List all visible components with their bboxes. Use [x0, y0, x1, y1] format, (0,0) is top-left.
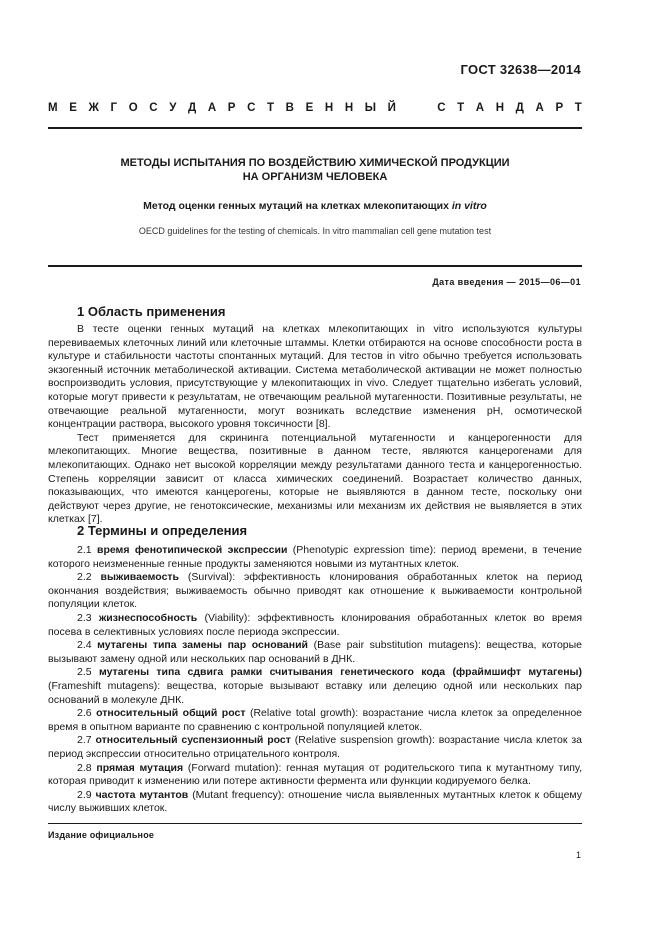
banner-letter: Т — [457, 102, 465, 114]
banner-letter: Д — [515, 102, 524, 114]
paragraph: В тесте оценки генных мутаций на клетках млекопитающих in vitro используются культуры перевиваемых клеточных линий или клеточные штаммы. Клетки отбираются на основе способности роста в культуре и стабильности частоты спонтанных мутаций. Для тестов in vitro обычно требуется использовать экзогенный источник метаболической активации. Система метаболической активации не может полностью воспроизводить условия, присутствующие у млекопитающих in vivo. Следует тщательно избегать условий, которые могут привести к результатам, не отвечающим реальной мутагенности. Позитивные результаты, не отвечающие реальной мутагенности, могут возникать вследствие изменения pH, осмотической концентрации раствора, высокого уровня токсичности [8]. — [48, 323, 582, 431]
divider — [48, 265, 582, 267]
term-number: 2.1 — [77, 544, 97, 556]
banner-letter: Н — [324, 102, 334, 114]
english-title: OECD guidelines for the testing of chemicals. In vitro mammalian cell gene mutation test — [138, 226, 492, 236]
footer-divider — [48, 823, 582, 824]
banner-letter: Н — [495, 102, 505, 114]
banner-letter: Т — [267, 102, 275, 114]
term-definition — [48, 707, 582, 734]
introduction-date: Дата введения — 2015—06—01 — [432, 277, 581, 287]
term-definition — [48, 612, 582, 639]
paragraph: Тест применяется для скрининга потенциальной мутагенности и канцерогенности для млекопитающих. Многие вещества, позитивные в данном тесте, являются канцерогенами для млекопитающих. Однако нет высокой корреляции между результатами данного теста и канцерогенностью. Степень корреляции зависит от класса химических соединений. Возрастает количество данных, показывающих, что имеются канцерогены, которые не выявляются в данном тесте, поскольку они действуют через другие, не генотоксические, механизмы или механизм их действия не выявляется в этих клетках [7]. — [48, 431, 582, 526]
term-number: 2.3 — [77, 611, 99, 624]
banner-letter: Т — [574, 102, 582, 114]
document-code: ГОСТ 32638—2014 — [460, 62, 581, 77]
term-definition — [48, 789, 582, 816]
subtitle-main: Метод оценки генных мутаций на клетках млекопитающих — [143, 200, 452, 212]
banner-letter: В — [285, 102, 294, 114]
banner-letter: А — [207, 102, 217, 114]
banner-letter: С — [437, 102, 446, 114]
term-number: 2.2 — [77, 571, 101, 584]
term-name: относительный суспензионный рост — [95, 734, 291, 747]
banner-letter: С — [247, 102, 256, 114]
term-text: (Forward mutation): генная мутация от родительского типа к мутантному типу, которая приводит к изменению или потере активности фермента или функции кодируемого белка. — [48, 761, 583, 788]
term-name: мутагены типа замены пар оснований — [97, 639, 309, 652]
term-number: 2.6 — [77, 707, 97, 720]
banner-letter: У — [169, 102, 177, 114]
banner-letter: С — [149, 102, 158, 114]
term-number: 2.4 — [77, 639, 98, 652]
divider — [48, 127, 582, 129]
banner-letter: О — [128, 102, 138, 114]
banner-letter: Н — [344, 102, 354, 114]
banner-letter: Ж — [88, 102, 99, 114]
term-number: 2.9 — [77, 788, 96, 801]
subtitle-italic: in vitro — [451, 200, 487, 212]
term-name: относительный общий рост — [96, 707, 246, 720]
banner-letter: Е — [305, 102, 314, 114]
term-name: частота мутантов — [95, 788, 189, 801]
section-2-body — [48, 544, 582, 816]
section-1-heading: 1 Область применения — [77, 304, 226, 319]
term-text: (Survival): эффективность клонирования обработанных клеток на период окончания воздействия; выживаемость обычно приводят как отношение к выживаемости контрольной популяции клеток. — [48, 571, 582, 611]
term-text: (Base pair substitution mutagens): вещества, которые вызывают замену одной или нескольких пар оснований в ДНК. — [48, 639, 583, 665]
banner-letter: А — [475, 102, 485, 114]
term-definition — [48, 571, 582, 612]
term-number: 2.5 — [77, 666, 99, 679]
term-name: выживаемость — [100, 571, 180, 584]
banner-letter — [422, 102, 425, 114]
term-name: мутагены типа сдвига рамки считывания генетического кода (фраймшифт мутагены) — [98, 666, 583, 679]
term-text: (Viability): эффективность клонирования обработанных клеток во время посева в селективных условиях после периода экспрессии. — [48, 611, 582, 638]
section-1-body — [48, 323, 582, 527]
term-name: прямая мутация — [96, 761, 184, 774]
document-title — [48, 156, 582, 184]
banner-letter: М — [48, 102, 58, 114]
term-definition — [48, 544, 582, 571]
term-text: (Relative total growth): возрастание числа клеток за определенное время в опытном варианте по сравнению с контрольной популяцией клеток. — [48, 707, 583, 733]
term-text: (Relative suspension growth): возрастание числа клеток за период экспрессии относительно отрицательного контроля. — [48, 734, 582, 760]
term-name: время фенотипической экспрессии — [96, 544, 288, 556]
edition-note: Издание официальное — [48, 830, 155, 840]
term-name: жизнеспособность — [98, 611, 198, 624]
banner-letter: А — [535, 102, 544, 114]
banner-letter: Е — [69, 102, 77, 114]
term-definition — [48, 734, 582, 761]
banner-letter: Й — [387, 102, 396, 114]
banner-letter: Г — [110, 102, 118, 114]
banner-letter: Ы — [364, 102, 377, 114]
section-2-heading: 2 Термины и определения — [77, 523, 248, 538]
standard-banner — [48, 102, 582, 114]
term-number: 2.8 — [77, 761, 97, 774]
term-number: 2.7 — [77, 734, 96, 747]
banner-letter: Д — [188, 102, 197, 114]
title-line-2: НА ОРГАНИЗМ ЧЕЛОВЕКА — [242, 171, 388, 183]
term-text: (Phenotypic expression time): период времени, в течение которого неизмененные генные продукты заменяются новыми из мутантных клеток. — [48, 544, 583, 570]
document-subtitle — [48, 200, 582, 212]
term-definition — [48, 639, 582, 666]
term-text: (Frameshift mutagens): вещества, которые вызывают вставку или делецию одной или нескольких пар оснований в молекуле ДНК. — [48, 679, 582, 706]
term-definition — [48, 762, 582, 789]
banner-letter — [408, 102, 411, 114]
banner-letter: Р — [227, 102, 236, 114]
banner-letter: Р — [555, 102, 564, 114]
term-text: (Mutant frequency): отношение числа выявленных мутантных клеток к общему числу выживших клеток. — [48, 788, 583, 815]
term-definition — [48, 666, 582, 707]
title-line-1: МЕТОДЫ ИСПЫТАНИЯ ПО ВОЗДЕЙСТВИЮ ХИМИЧЕСКОЙ ПРОДУКЦИИ — [120, 157, 510, 169]
page-number: 1 — [575, 850, 581, 860]
